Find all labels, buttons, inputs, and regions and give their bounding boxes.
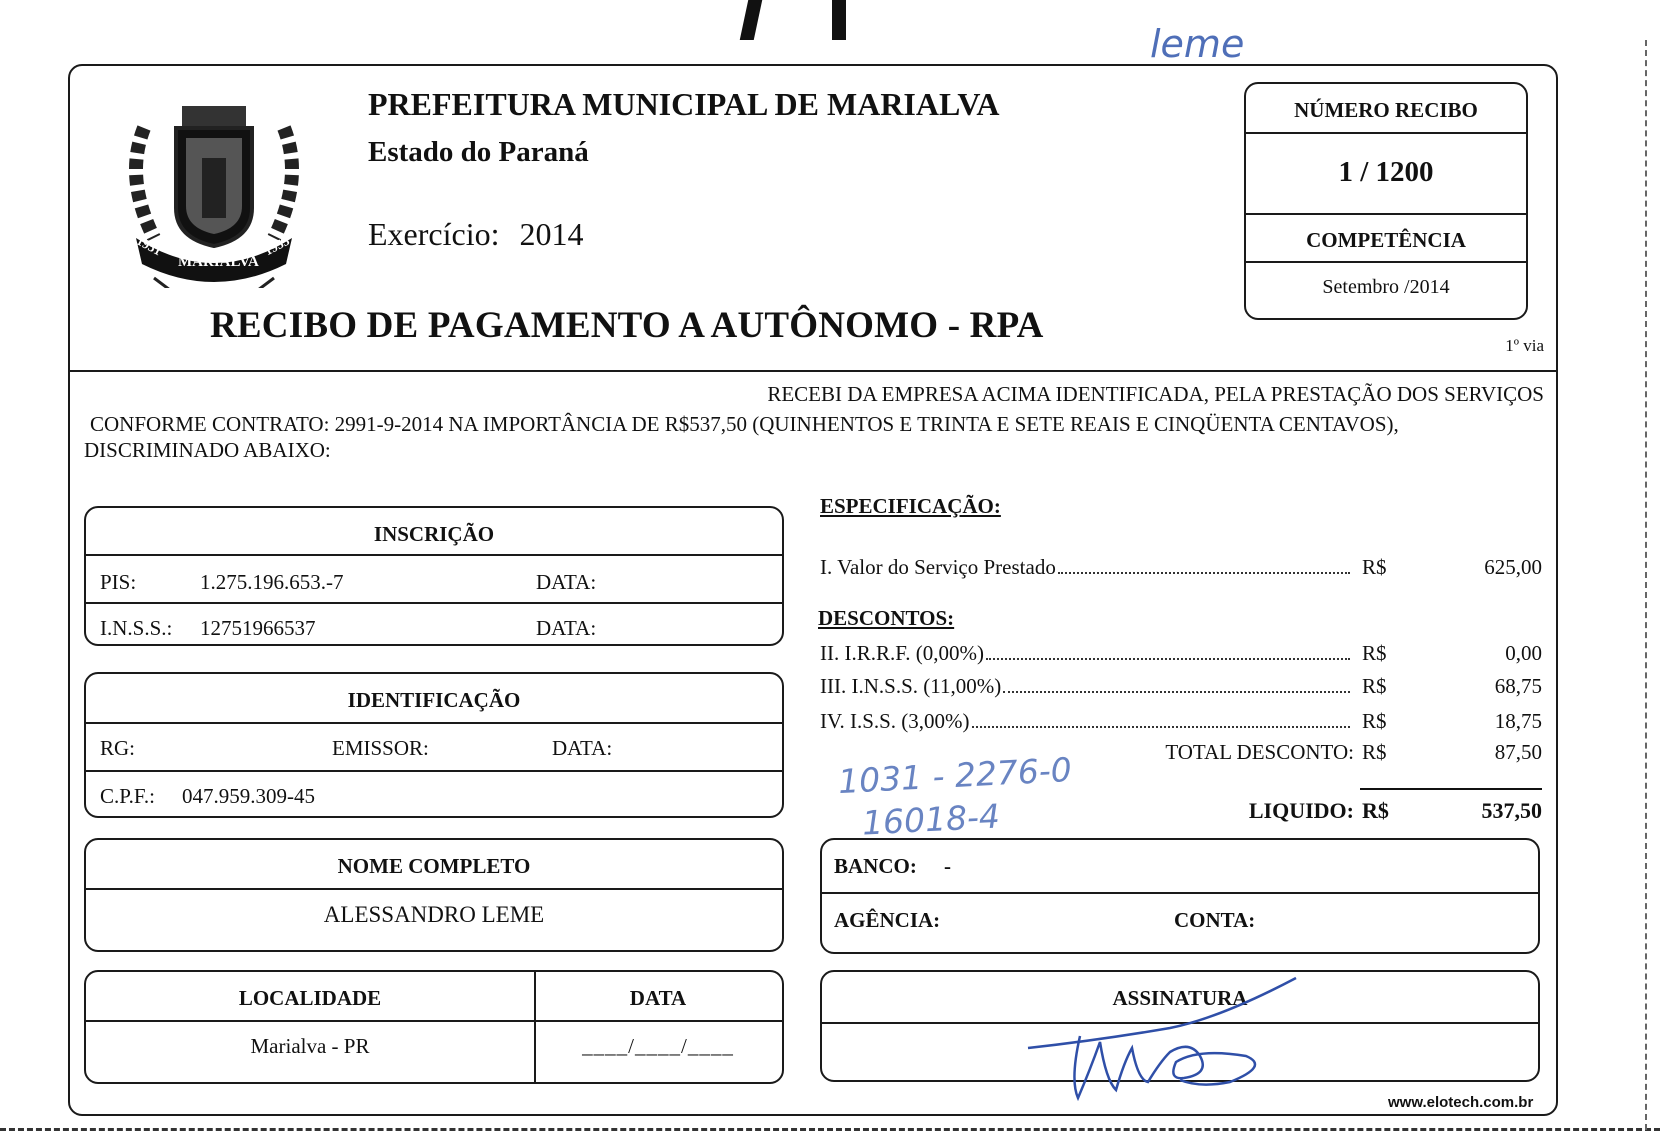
exercise-label: Exercício: — [368, 216, 500, 252]
irrf-currency: R$ — [1362, 641, 1387, 665]
banco-value: - — [944, 854, 951, 878]
liquido-label: LIQUIDO: — [1248, 798, 1354, 823]
banco-label: BANCO: — [834, 854, 917, 878]
footer-site: www.elotech.com.br — [1388, 1094, 1534, 1111]
data-title: DATA — [629, 986, 687, 1010]
localidade-box — [84, 970, 784, 1084]
statement-line2: CONFORME CONTRATO: 2991-9-2014 NA IMPORTÂNCIA DE R$537,50 (QUINHENTOS E TRINTA E SETE REAIS E CINQÜENTA CENTAVOS), — [90, 412, 1399, 436]
inscricao-title: INSCRIÇÃO — [373, 522, 495, 546]
identificacao-title: IDENTIFICAÇÃO — [347, 688, 521, 712]
total-label: TOTAL DESCONTO: — [1165, 740, 1354, 764]
bank-box — [820, 838, 1540, 954]
total-currency: R$ — [1362, 740, 1387, 764]
pis-label: PIS: — [100, 570, 137, 594]
data-value: ____/____/____ — [582, 1034, 734, 1058]
handwritten-note-2: 16018-4 — [861, 796, 1001, 843]
liquido-rule — [1360, 788, 1542, 790]
pis-date-label: DATA: — [536, 570, 597, 594]
inscricao-box — [84, 506, 784, 646]
iss-label: IV. I.S.S. (3,00%) — [820, 709, 970, 733]
handwritten-note-1: 1031 - 2276-0 — [837, 749, 1073, 802]
total-value: 87,50 — [1494, 740, 1542, 764]
nome-box — [84, 838, 784, 952]
inss-date-label: DATA: — [536, 616, 597, 640]
scan-mark — [832, 0, 846, 40]
irrf-label: II. I.R.R.F. (0,00%) — [820, 641, 984, 665]
iss-row — [820, 706, 1542, 734]
service-label: I. Valor do Serviço Prestado — [820, 555, 1056, 579]
emissor-label: EMISSOR: — [332, 736, 429, 760]
service-row — [820, 552, 1542, 580]
leader-dots — [1058, 571, 1350, 574]
agencia-label: AGÊNCIA: — [834, 908, 941, 932]
inss-label: I.N.S.S.: — [100, 616, 173, 640]
receipt-number: 1 / 1200 — [1338, 156, 1434, 188]
competence-label: COMPETÊNCIA — [1306, 228, 1466, 252]
localidade-value: Marialva - PR — [250, 1034, 370, 1058]
statement-line3: DISCRIMINADO ABAIXO: — [84, 438, 331, 462]
receipt-document — [68, 64, 1558, 1116]
receipt-number-box — [1244, 82, 1528, 320]
municipal-crest-icon — [114, 88, 314, 288]
leader-dots — [986, 657, 1350, 660]
iss-currency: R$ — [1362, 709, 1387, 733]
leader-dots — [1003, 690, 1350, 693]
nome-value: ALESSANDRO LEME — [323, 902, 545, 927]
crest-year-right: 1953 — [261, 232, 292, 259]
competence-value: Setembro /2014 — [1322, 276, 1450, 298]
liquido-value: 537,50 — [1481, 798, 1542, 823]
copy-label: 1º via — [1505, 336, 1544, 355]
rg-label: RG: — [100, 736, 136, 760]
scan-mark — [740, 0, 763, 40]
crest-year-left: 1951 — [134, 232, 165, 259]
liquido-currency: R$ — [1362, 798, 1389, 823]
crest-banner: MARIALVA — [178, 254, 259, 270]
handwritten-note-top: leme — [1150, 22, 1245, 66]
inss-value: 12751966537 — [200, 616, 316, 640]
handwritten-signature — [1020, 970, 1320, 1110]
irrf-row — [820, 638, 1542, 666]
inss-desc-label: III. I.N.S.S. (11,00%) — [820, 674, 1002, 698]
identificacao-box — [84, 672, 784, 818]
header-state: Estado do Paraná — [368, 136, 589, 168]
inss-desc-value: 68,75 — [1494, 674, 1542, 698]
conta-label: CONTA: — [1174, 908, 1256, 932]
exercise — [368, 216, 583, 253]
right-edge — [1645, 40, 1647, 1130]
nome-title: NOME COMPLETO — [337, 854, 531, 878]
spec-title: ESPECIFICAÇÃO: — [820, 494, 1001, 518]
service-currency: R$ — [1362, 555, 1387, 579]
inss-row — [820, 671, 1542, 699]
localidade-title: LOCALIDADE — [238, 986, 382, 1010]
cpf-value: 047.959.309-45 — [182, 784, 315, 808]
header-title: PREFEITURA MUNICIPAL DE MARIALVA — [368, 86, 1000, 122]
exercise-year: 2014 — [519, 216, 584, 252]
service-value: 625,00 — [1484, 555, 1542, 579]
doc-title: RECIBO DE PAGAMENTO A AUTÔNOMO - RPA — [210, 305, 1044, 346]
leader-dots — [972, 725, 1350, 728]
pis-value: 1.275.196.653.-7 — [200, 570, 344, 594]
bottom-edge — [0, 1128, 1660, 1131]
signature-title: ASSINATURA — [1112, 986, 1248, 1010]
inss-currency: R$ — [1362, 674, 1387, 698]
iss-value: 18,75 — [1494, 709, 1542, 733]
cpf-label: C.P.F.: — [100, 784, 155, 808]
irrf-value: 0,00 — [1505, 641, 1542, 665]
descontos-title: DESCONTOS: — [818, 606, 955, 630]
id-date-label: DATA: — [552, 736, 613, 760]
statement-line1: RECEBI DA EMPRESA ACIMA IDENTIFICADA, PELA PRESTAÇÃO DOS SERVIÇOS — [767, 382, 1544, 406]
receipt-number-label: NÚMERO RECIBO — [1294, 98, 1478, 122]
